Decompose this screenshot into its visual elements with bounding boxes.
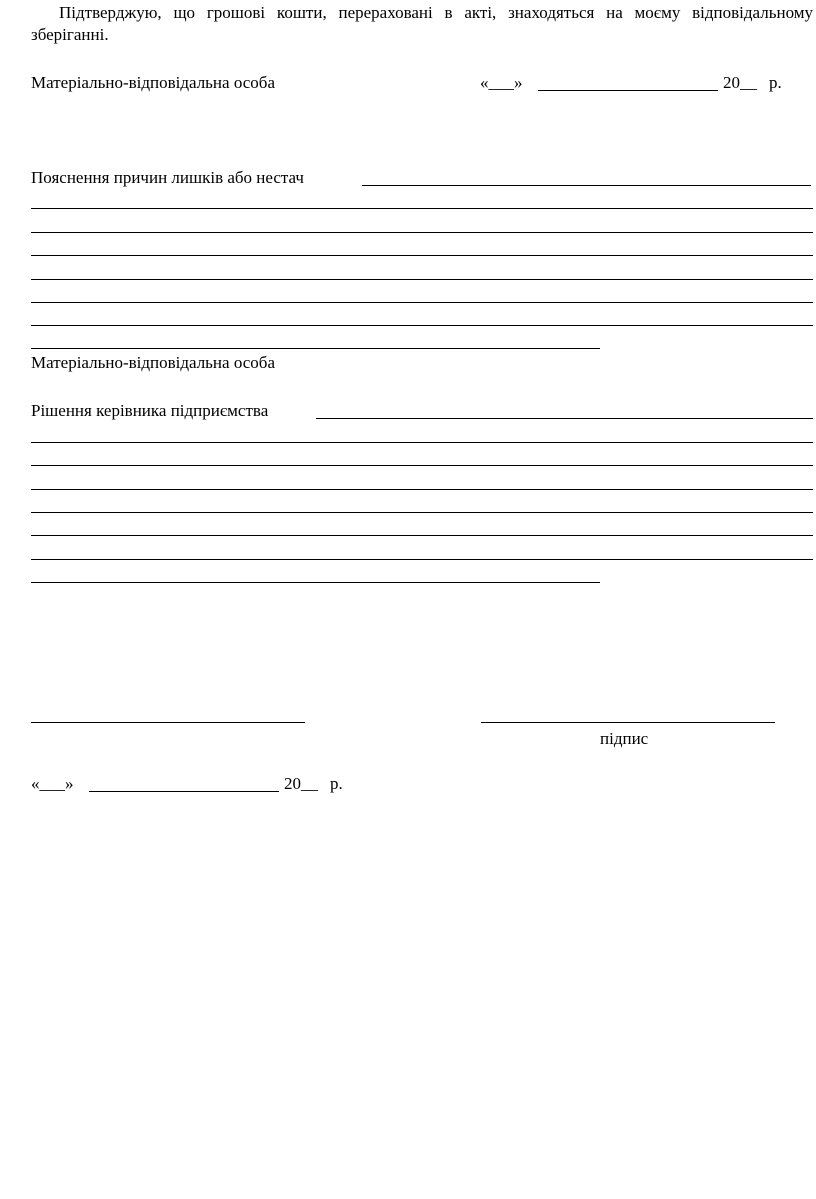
decision-line[interactable] <box>31 535 813 536</box>
decision-line[interactable] <box>31 559 813 560</box>
signature-caption: підпис <box>600 729 649 748</box>
decision-line[interactable] <box>31 582 600 583</box>
explanation-line[interactable] <box>362 185 811 186</box>
decision-line[interactable] <box>31 442 813 443</box>
signature-line[interactable] <box>481 722 775 723</box>
date-year-suffix-2: р. <box>330 774 343 793</box>
decision-line[interactable] <box>31 489 813 490</box>
date-month-field-2[interactable] <box>89 791 279 792</box>
responsible-person-signature-line[interactable] <box>31 348 600 349</box>
date-year-field-2[interactable]: 20__ <box>284 774 318 793</box>
confirmation-paragraph <box>31 2 813 46</box>
explanation-label: Пояснення причин лишків або нестач <box>31 168 304 187</box>
date-day-field[interactable]: «___» <box>480 73 523 92</box>
explanation-line[interactable] <box>31 325 813 326</box>
responsible-person-label-2: Матеріально-відповідальна особа <box>31 353 275 372</box>
explanation-line[interactable] <box>31 302 813 303</box>
confirmation-text: Підтверджую, що грошові кошти, перераховані в акті, знаходяться на моєму відповідальному зберіганні. <box>31 3 813 44</box>
date-day-field-2[interactable]: «___» <box>31 774 74 793</box>
responsible-person-label: Матеріально-відповідальна особа <box>31 73 275 92</box>
decision-line[interactable] <box>316 418 813 419</box>
decision-label: Рішення керівника підприємства <box>31 401 269 420</box>
date-month-field[interactable] <box>538 90 718 91</box>
explanation-line[interactable] <box>31 232 813 233</box>
explanation-line[interactable] <box>31 208 813 209</box>
position-line[interactable] <box>31 722 305 723</box>
explanation-line[interactable] <box>31 255 813 256</box>
date-year-field[interactable]: 20__ <box>723 73 757 92</box>
explanation-line[interactable] <box>31 279 813 280</box>
decision-line[interactable] <box>31 465 813 466</box>
date-year-suffix: р. <box>769 73 782 92</box>
decision-line[interactable] <box>31 512 813 513</box>
